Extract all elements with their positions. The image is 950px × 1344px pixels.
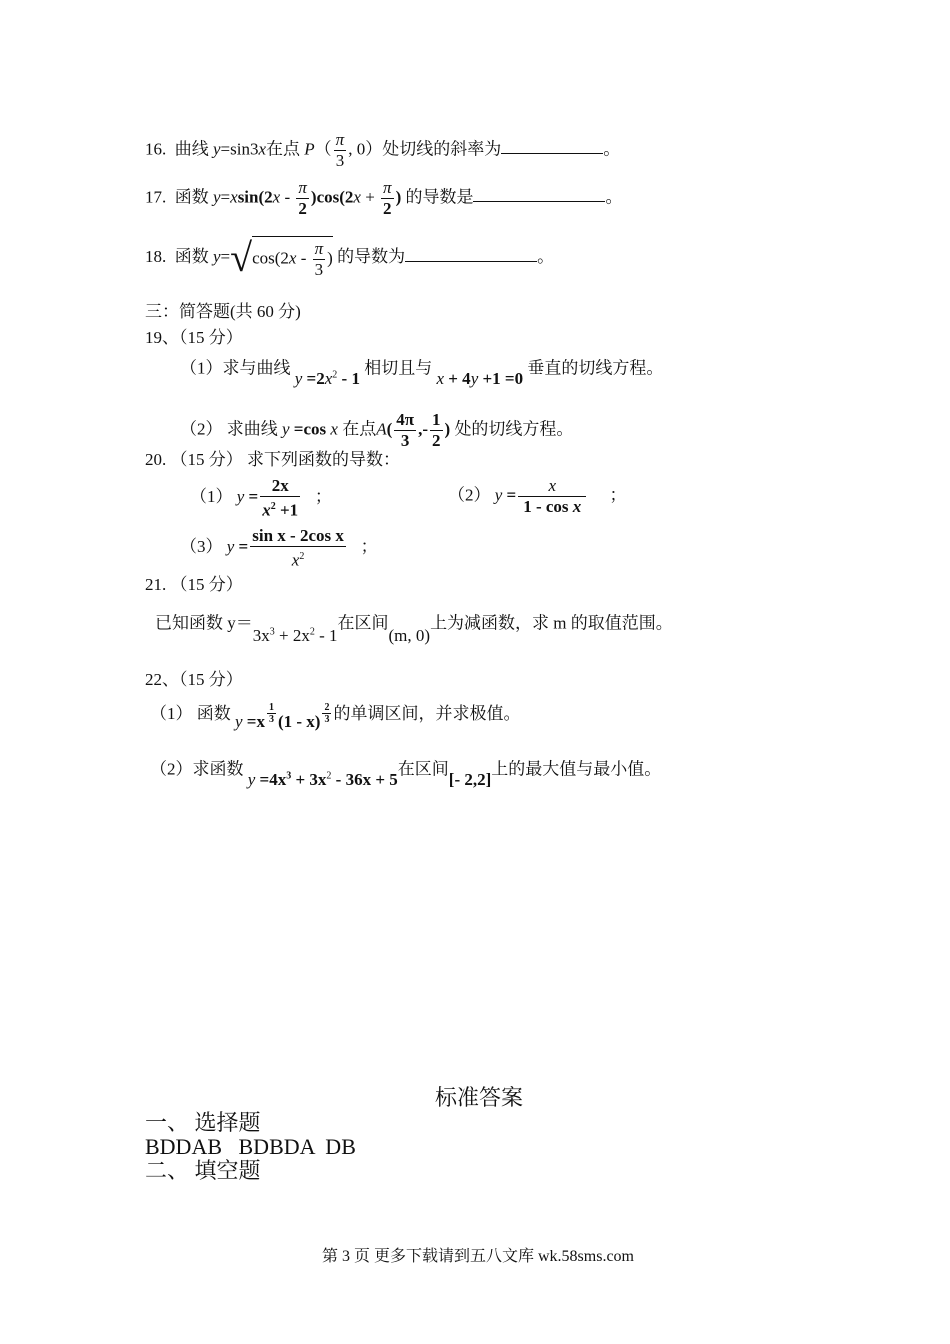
period: 。: [603, 139, 621, 159]
var-y: y: [235, 712, 243, 731]
question-number: 17.: [145, 187, 167, 207]
question-20-part-1: [190, 476, 332, 521]
q17-text: 函数: [174, 187, 209, 207]
paren: ): [444, 419, 451, 439]
exponent: 3: [286, 770, 292, 781]
numerator: sin x - 2cos x: [252, 526, 344, 545]
term: (1 - x): [277, 712, 321, 731]
text: （1）求与曲线: [180, 358, 291, 378]
paren: ): [395, 187, 402, 207]
denominator: [518, 497, 586, 517]
text: 上为减函数，求 m 的取值范围。: [430, 613, 673, 633]
eq: =: [234, 537, 249, 557]
fraction-pi-2b: [381, 178, 394, 219]
interval: [- 2,2]: [448, 769, 492, 789]
denominator: 2: [432, 431, 441, 450]
paren: (: [386, 419, 393, 439]
sep: ,-: [418, 419, 429, 439]
numerator: 1: [268, 702, 274, 713]
exponent: 3: [269, 626, 275, 637]
text: 已知函数 y＝: [155, 613, 253, 633]
equals: =: [220, 187, 231, 207]
period: 。: [537, 246, 555, 266]
answers-title: 标准答案: [435, 1085, 524, 1110]
exponent: 2: [332, 369, 338, 380]
q16-at: 在点: [266, 139, 301, 159]
q18-text: 函数: [174, 246, 209, 266]
denominator: 3: [335, 151, 345, 170]
text: 在点: [342, 419, 377, 439]
var-y: y: [236, 487, 245, 507]
eq: =2: [302, 368, 325, 388]
question-21-heading: 21. （15 分）: [145, 575, 243, 594]
term: - 36x + 5: [331, 769, 398, 789]
page-footer: 第 3 页 更多下载请到五八文库 wk.58sms.com: [322, 1248, 635, 1265]
term: +1: [275, 500, 299, 520]
exponent: 2: [299, 551, 305, 562]
denominator: 3: [324, 714, 330, 725]
q18-post: 的导数为: [337, 246, 406, 266]
plus: +: [360, 187, 380, 207]
numerator: π: [383, 178, 392, 197]
exponent: 2: [270, 501, 276, 512]
question-22-part-1: [150, 702, 521, 731]
text: 垂直的切线方程。: [527, 358, 664, 378]
term: 1 - cos: [523, 497, 569, 516]
term: - 1: [337, 368, 360, 388]
var-y: y: [213, 139, 221, 159]
fraction-1-2: [430, 410, 443, 451]
function-formula: [248, 770, 398, 789]
period: 。: [605, 187, 623, 207]
fraction: [250, 526, 346, 571]
label: （3）: [180, 537, 223, 557]
q16-text: 曲线: [174, 139, 209, 159]
sqrt: [230, 236, 333, 280]
equals: =: [220, 246, 231, 266]
q16-func: =sin3: [220, 139, 259, 159]
term: =4x: [255, 769, 287, 789]
point-a: A: [376, 419, 387, 439]
eq: =x: [242, 712, 265, 731]
var-x: x: [272, 187, 281, 207]
text: 在区间: [337, 613, 389, 633]
var-x: x: [291, 550, 300, 570]
label: （2）: [448, 485, 491, 505]
text: 的单调区间，并求极值。: [333, 704, 521, 723]
question-22-heading: 22、（15 分）: [145, 670, 243, 689]
question-16: [145, 130, 620, 171]
sin-part: sin(2: [237, 187, 273, 207]
eq: =cos: [289, 419, 327, 439]
numerator: 1: [432, 410, 441, 429]
question-19-heading: 19、（15 分）: [145, 328, 243, 347]
question-18: [145, 236, 554, 280]
var-y: y: [213, 187, 221, 207]
var-x: x: [230, 187, 238, 207]
fraction-pi-2: [296, 178, 309, 219]
term: + 3x: [291, 769, 327, 789]
numerator: π: [335, 130, 345, 149]
semicolon: ；: [609, 485, 627, 505]
denominator: [250, 547, 346, 571]
denominator: 2: [383, 199, 392, 218]
text: 上的最大值与最小值。: [491, 759, 662, 779]
fraction-4pi-3: [394, 410, 416, 451]
semicolon: ；: [314, 487, 332, 507]
q16-rest: , 0）处切线的斜率为: [348, 139, 502, 159]
term: - 1: [314, 625, 338, 645]
interval: (m, 0): [388, 625, 431, 645]
question-20-heading: 20. （15 分） 求下列函数的导数：: [145, 450, 400, 469]
radicand: [252, 236, 333, 280]
question-number: 16.: [145, 139, 167, 159]
question-17: [145, 178, 622, 219]
section-3-heading: 三：简答题(共 60 分): [145, 302, 301, 321]
text: （2） 求曲线: [180, 419, 278, 439]
label: （1）: [190, 487, 233, 507]
question-21-body: [155, 610, 673, 645]
var-x: x: [262, 500, 271, 520]
var-x: x: [572, 497, 582, 516]
text: 在区间: [397, 759, 449, 779]
exponent: 2: [309, 626, 315, 637]
radical-sign: √: [230, 235, 253, 280]
text: （1） 函数: [150, 704, 231, 723]
exponent-1-3: [267, 702, 276, 725]
cos-part: )cos(2: [310, 187, 354, 207]
answer-blank: [405, 247, 537, 262]
var-y: y: [226, 537, 235, 557]
numerator: π: [298, 178, 307, 197]
semicolon: ；: [360, 537, 378, 557]
var-x: x: [258, 139, 267, 159]
line-formula: [436, 369, 523, 388]
fraction-pi-3: [313, 239, 326, 280]
answer-blank: [473, 187, 605, 202]
fraction: [260, 476, 300, 521]
answers-choices: BDDAB BDBDA DB: [145, 1134, 356, 1159]
question-22-part-2: [150, 756, 662, 789]
denominator: 2: [298, 199, 307, 218]
var-x: x: [330, 419, 338, 439]
function-formula: [235, 702, 333, 731]
term: +1 =0: [478, 368, 524, 388]
var-x: x: [288, 248, 297, 268]
numerator: 2: [324, 702, 330, 713]
answers-section-2: 二、 填空题: [145, 1158, 261, 1183]
function-formula: [253, 626, 338, 645]
term: + 2x: [274, 625, 310, 645]
var-y: y: [213, 246, 221, 266]
var-x: x: [353, 187, 361, 207]
fraction-pi-3: [334, 130, 347, 171]
denominator: 3: [400, 431, 410, 450]
denominator: 3: [314, 260, 324, 279]
exponent: 2: [326, 770, 332, 781]
answer-blank: [501, 139, 603, 154]
var-x: x: [324, 368, 333, 388]
var-y: y: [494, 485, 503, 505]
question-19-part-2: [180, 410, 573, 451]
paren: （: [314, 139, 332, 159]
numerator: x: [518, 476, 586, 497]
var-y: y: [470, 368, 479, 388]
text: 相切且与: [364, 358, 433, 378]
minus: -: [280, 187, 295, 207]
point-p: P: [304, 139, 315, 159]
eq: =: [244, 487, 259, 507]
question-19-part-1: [180, 355, 664, 388]
minus: -: [296, 248, 311, 268]
var-y: y: [247, 769, 256, 789]
numerator: 4π: [396, 410, 415, 429]
var-y: y: [282, 419, 290, 439]
question-number: 18.: [145, 246, 167, 266]
numerator: π: [314, 239, 324, 258]
curve-formula: [295, 369, 360, 388]
paren: ): [327, 248, 333, 268]
numerator: 2x: [260, 476, 300, 497]
answers-section-1: 一、 选择题: [145, 1110, 261, 1135]
var-y: y: [294, 368, 303, 388]
q17-post: 的导数是: [405, 187, 474, 207]
denominator: [260, 497, 300, 521]
fraction: [518, 476, 586, 517]
denominator: 3: [268, 714, 274, 725]
text: （2）求函数: [150, 759, 244, 779]
question-20-part-3: [180, 526, 378, 571]
var-x: x: [436, 368, 444, 388]
term: 3x: [252, 625, 270, 645]
eq: =: [502, 485, 517, 505]
question-20-part-2: [448, 476, 626, 517]
term: + 4: [444, 368, 471, 388]
text: 处的切线方程。: [454, 419, 574, 439]
exponent-2-3: [322, 702, 331, 725]
cos-part: cos(2: [252, 248, 289, 268]
